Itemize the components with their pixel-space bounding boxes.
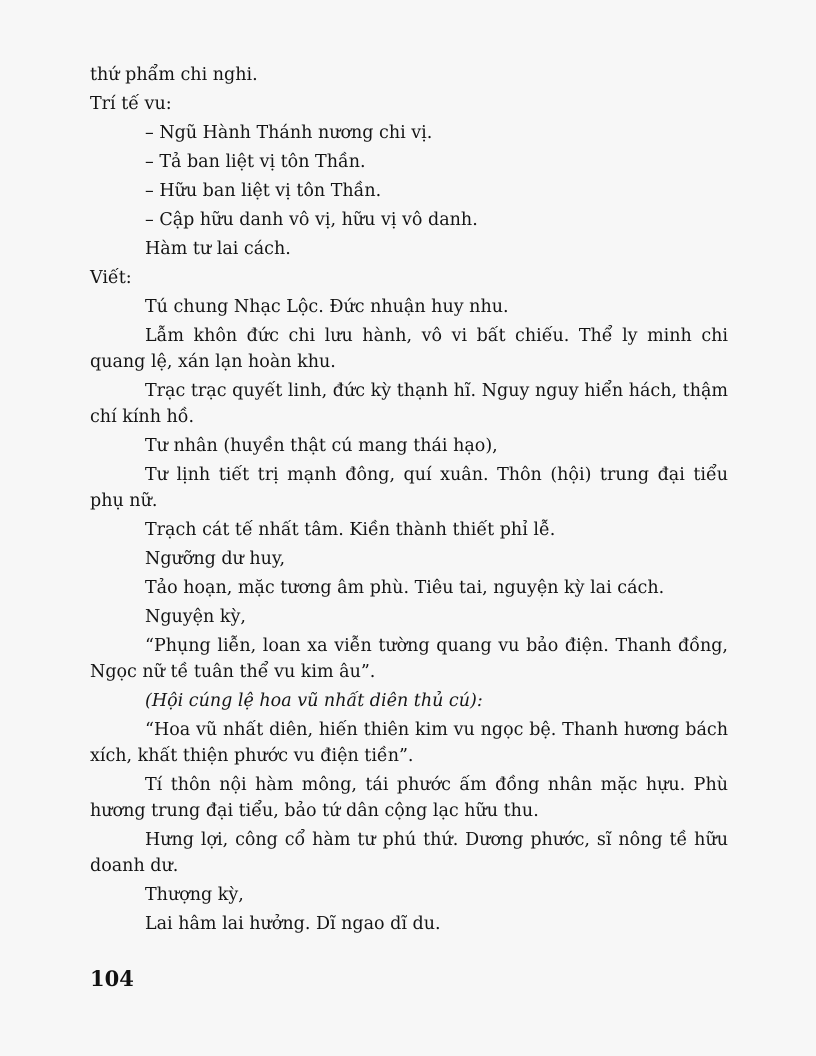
list-item-0: – Ngũ Hành Thánh nương chi vị. (145, 123, 433, 143)
list-item-2: – Hữu ban liệt vị tôn Thần. (145, 181, 382, 201)
paragraph-14: Ngưỡng dư huy, (145, 549, 286, 569)
page-number: 104 (90, 966, 134, 991)
text-line-1: Trí tế vu: (90, 94, 172, 114)
paragraph-12: Tư lịnh tiết trị mạnh đông, quí xuân. Thôn (hội) trung đại tiểu phụ nữ. (90, 465, 728, 511)
paragraph-19: “Hoa vũ nhất diên, hiến thiên kim vu ngọc bệ. Thanh hương bách xích, khất thiện phước vu điện tiền”. (90, 720, 728, 766)
text-line-6: Hàm tư lai cách. (145, 239, 291, 259)
heading-viet: Viết: (90, 268, 132, 288)
paragraph-8: Tú chung Nhạc Lộc. Đức nhuận huy nhu. (145, 297, 509, 317)
paragraph-20: Tí thôn nội hàm mông, tái phước ấm đồng nhân mặc hựu. Phù hương trung đại tiểu, bảo tứ dân cộng lạc hữu thu. (90, 775, 728, 821)
paragraph-15: Tảo hoạn, mặc tương âm phù. Tiêu tai, nguyện kỳ lai cách. (145, 578, 665, 598)
paragraph-21: Hưng lợi, công cổ hàm tư phú thứ. Dương phước, sĩ nông tề hữu doanh dư. (90, 830, 728, 876)
paragraph-16: Nguyện kỳ, (145, 607, 246, 627)
paragraph-9: Lẫm khôn đức chi lưu hành, vô vi bất chiếu. Thể ly minh chi quang lệ, xán lạn hoàn khu. (90, 326, 728, 372)
paragraph-13: Trạch cát tế nhất tâm. Kiền thành thiết phỉ lễ. (145, 520, 556, 540)
list-item-1: – Tả ban liệt vị tôn Thần. (145, 152, 366, 172)
paragraph-22: Thượng kỳ, (145, 885, 244, 905)
list-item-3: – Cập hữu danh vô vị, hữu vị vô danh. (145, 210, 478, 230)
text-line-0: thứ phẩm chi nghi. (90, 65, 258, 85)
paragraph-10: Trạc trạc quyết linh, đức kỳ thạnh hĩ. Nguy nguy hiển hách, thậm chí kính hồ. (90, 381, 728, 427)
paragraph-18-italic: (Hội cúng lệ hoa vũ nhất diên thủ cú): (145, 691, 483, 711)
page-body (90, 62, 728, 937)
paragraph-11: Tư nhân (huyền thật cú mang thái hạo), (145, 436, 498, 456)
paragraph-17: “Phụng liễn, loan xa viễn tường quang vu bảo điện. Thanh đồng, Ngọc nữ tề tuân thể vu kim âu”. (90, 636, 728, 682)
paragraph-23: Lai hâm lai hưởng. Dĩ ngao dĩ du. (145, 914, 441, 934)
